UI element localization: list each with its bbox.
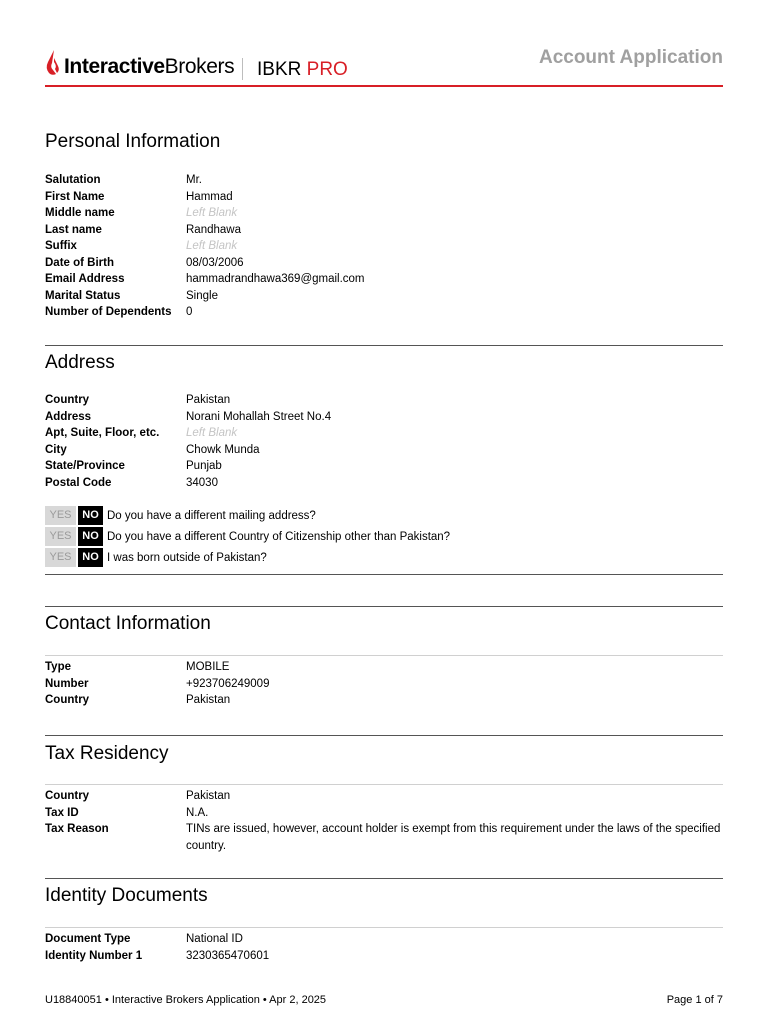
field-value: Left Blank	[186, 427, 238, 439]
field-label: Number of Dependents	[45, 306, 172, 318]
yes-option: YES	[45, 548, 76, 567]
field-label: Date of Birth	[45, 256, 114, 269]
field-value: hammadrandhawa369@gmail.com	[186, 273, 365, 285]
contact-info-title: Contact Information	[45, 613, 211, 634]
section-subdivider	[45, 784, 723, 785]
yes-no-question	[45, 547, 723, 568]
address-rows	[45, 392, 723, 491]
footer-application-info: U18840051 • Interactive Brokers Application • Apr 2, 2025	[45, 994, 327, 1006]
contact-info-rows	[45, 659, 723, 709]
field-label: Address	[45, 410, 92, 423]
yes-option: YES	[45, 527, 76, 546]
section-subdivider	[45, 927, 723, 928]
field-row	[45, 948, 723, 965]
field-value: 08/03/2006	[186, 256, 244, 269]
field-label: Salutation	[45, 174, 101, 186]
field-label: Type	[45, 661, 71, 673]
identity-docs-rows	[45, 931, 723, 964]
field-row	[45, 458, 723, 475]
page-header	[45, 0, 723, 88]
field-row	[45, 238, 723, 255]
field-row	[45, 304, 723, 321]
field-value: TINs are issued, however, account holder is exempt from this requirement under the laws of the specified country.	[186, 823, 721, 852]
field-row	[45, 172, 723, 189]
identity-docs-title: Identity Documents	[45, 885, 208, 906]
field-label: Tax Reason	[45, 823, 109, 835]
field-value: Pakistan	[186, 394, 231, 406]
field-value: MOBILE	[186, 661, 230, 673]
no-option-selected: NO	[78, 527, 103, 546]
yes-no-question	[45, 505, 723, 526]
field-label: Country	[45, 394, 90, 406]
field-label: Apt, Suite, Floor, etc.	[45, 427, 160, 439]
field-value: Pakistan	[186, 790, 231, 802]
field-row	[45, 271, 723, 288]
field-row	[45, 222, 723, 239]
personal-info-rows	[45, 172, 723, 321]
field-value: 3230365470601	[186, 949, 270, 962]
brand-name: InteractiveBrokers	[64, 55, 235, 78]
field-label: Document Type	[45, 933, 131, 945]
section-divider	[45, 878, 723, 879]
field-value: Left Blank	[186, 240, 238, 252]
field-value: 0	[186, 306, 193, 318]
section-divider	[45, 606, 723, 607]
address-title: Address	[45, 352, 115, 373]
field-row	[45, 659, 723, 676]
personal-info-title: Personal Information	[45, 131, 221, 152]
field-row	[45, 788, 723, 805]
field-row	[45, 425, 723, 442]
field-value: Single	[186, 289, 218, 302]
field-label: Middle name	[45, 207, 115, 219]
field-label: Suffix	[45, 240, 77, 252]
question-text: Do you have a different Country of Citizenship other than Pakistan?	[107, 530, 451, 543]
address-questions	[45, 505, 723, 568]
field-row	[45, 392, 723, 409]
yes-no-question	[45, 526, 723, 547]
no-option-selected: NO	[78, 548, 103, 567]
field-row	[45, 189, 723, 206]
field-row	[45, 442, 723, 459]
field-label: Tax ID	[45, 806, 79, 819]
tax-residency-rows	[45, 788, 723, 854]
field-row	[45, 676, 723, 693]
field-row	[45, 288, 723, 305]
field-label: First Name	[45, 190, 105, 203]
field-row	[45, 692, 723, 709]
document-title: Account Application	[538, 47, 723, 68]
field-label: Country	[45, 694, 90, 706]
field-value: Randhawa	[186, 223, 241, 236]
section-divider	[45, 345, 723, 346]
field-label: Last name	[45, 223, 102, 236]
field-value: +923706249009	[186, 677, 270, 690]
field-label: City	[45, 443, 67, 456]
question-text: I was born outside of Pakistan?	[107, 551, 267, 564]
field-value: N.A.	[186, 806, 209, 819]
header-rule	[45, 85, 723, 87]
field-row	[45, 409, 723, 426]
question-text: Do you have a different mailing address?	[107, 509, 316, 522]
field-value: Punjab	[186, 460, 222, 472]
tax-residency-title: Tax Residency	[45, 743, 169, 764]
field-value: Chowk Munda	[186, 443, 260, 456]
yes-option: YES	[45, 506, 76, 525]
field-label: Marital Status	[45, 289, 121, 302]
field-row	[45, 805, 723, 822]
field-row	[45, 205, 723, 222]
field-label: Country	[45, 790, 90, 802]
section-subdivider	[45, 655, 723, 656]
field-label: Email Address	[45, 273, 125, 285]
field-label: Number	[45, 677, 89, 690]
product-name: IBKR PRO	[257, 59, 348, 80]
field-value: Pakistan	[186, 694, 231, 706]
interactive-brokers-logo-icon	[45, 50, 61, 76]
field-label: Postal Code	[45, 476, 112, 489]
section-divider	[45, 574, 723, 575]
field-value: Mr.	[186, 174, 202, 186]
field-value: 34030	[186, 476, 218, 489]
field-row	[45, 255, 723, 272]
field-value: National ID	[186, 933, 243, 945]
field-label: Identity Number 1	[45, 949, 143, 962]
field-row	[45, 931, 723, 948]
field-value: Norani Mohallah Street No.4	[186, 410, 332, 423]
section-divider	[45, 735, 723, 736]
field-label: State/Province	[45, 460, 125, 472]
footer-page-number: Page 1 of 7	[666, 994, 723, 1006]
logo-divider	[242, 58, 243, 80]
field-value: Left Blank	[186, 207, 238, 219]
field-row	[45, 821, 723, 854]
no-option-selected: NO	[78, 506, 103, 525]
field-value: Hammad	[186, 190, 233, 203]
field-row	[45, 475, 723, 492]
